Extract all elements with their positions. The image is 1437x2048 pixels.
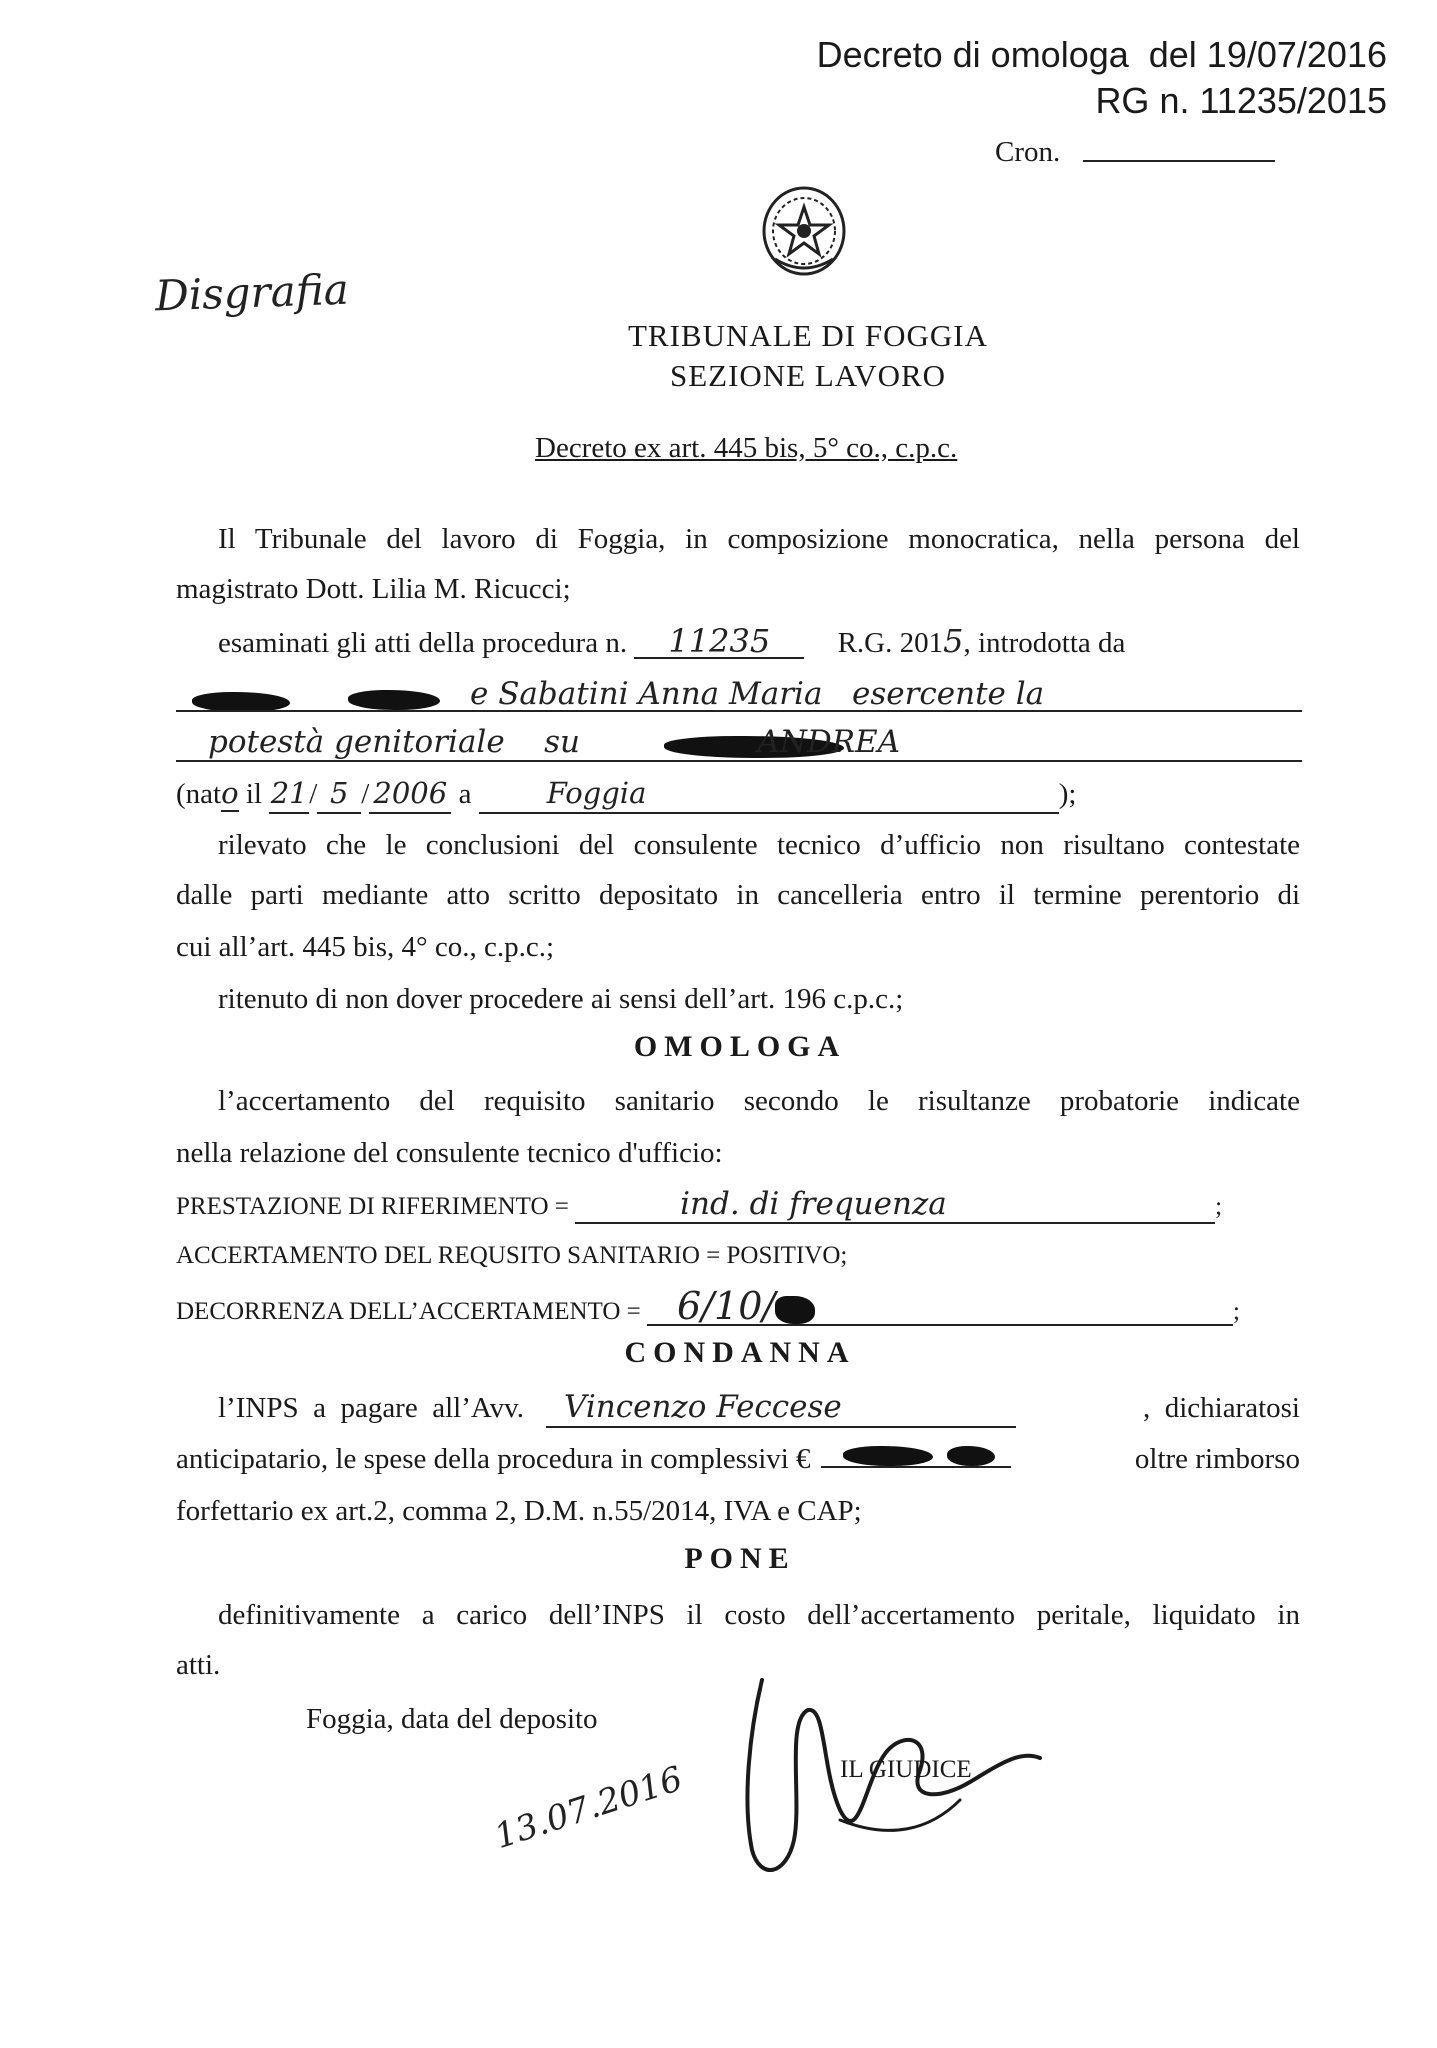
birth-year: 2006: [369, 774, 451, 814]
decree-title: Decreto ex art. 445 bis, 5° co., c.p.c.: [535, 432, 958, 464]
paragraph-rilevato-line1: rilevato che le conclusioni del consulente tecnico d’ufficio non risultano contestate: [218, 829, 1300, 861]
handwritten-date: 13.07.2016: [489, 1758, 688, 1858]
birth-place: Foggia: [479, 774, 1059, 814]
decorrenza-row: DECORRENZA DELL’ACCERTAMENTO = 6/10/ ;: [176, 1284, 1240, 1328]
prestazione-value: ind. di frequenza: [575, 1186, 1215, 1224]
court-section: SEZIONE LAVORO: [669, 358, 947, 393]
court-name: TRIBUNALE DI FOGGIA: [628, 318, 988, 353]
rg-number-header: RG n. 11235/2015: [1095, 80, 1387, 121]
omologa-line2: nella relazione del consulente tecnico d'ufficio:: [176, 1137, 723, 1169]
rg-year-digit: 5: [943, 622, 964, 660]
pone-line2: atti.: [176, 1649, 221, 1681]
parties-line-2: [176, 760, 1302, 762]
birth-day: 21: [269, 774, 309, 814]
marginal-note: Disgrafia: [154, 264, 350, 321]
lawyer-name: Vincenzo Feccese: [546, 1388, 1016, 1428]
prestazione-row: PRESTAZIONE DI RIFERIMENTO = ind. di frequenza ;: [176, 1186, 1223, 1222]
redacted-name-2: [348, 690, 440, 710]
redacted-year: [775, 1296, 815, 1324]
pone-line1: definitivamente a carico dell’INPS il costo dell’accertamento peritale, liquidato in: [218, 1599, 1300, 1631]
condanna-line2: anticipatario, le spese della procedura in complessivi € oltre rimborso: [176, 1443, 1300, 1475]
amount-field: [821, 1442, 1011, 1468]
condanna-heading: CONDANNA: [624, 1336, 856, 1369]
cron-field-line: [1083, 160, 1275, 162]
cron-label: Cron.: [995, 136, 1061, 168]
pone-heading: PONE: [684, 1542, 796, 1575]
court-heading: [0, 318, 1437, 354]
judge-signature: [690, 1650, 1110, 1890]
accertamento-row: ACCERTAMENTO DEL REQUSITO SANITARIO = POSITIVO;: [176, 1242, 848, 1269]
judge-label: IL GIUDICE: [840, 1756, 972, 1783]
paragraph-ritenuto: ritenuto di non dover procedere ai sensi dell’art. 196 c.p.c.;: [218, 983, 904, 1015]
decree-date-header: Decreto di omologa del 19/07/2016: [816, 34, 1387, 75]
procedure-number: 11235: [634, 625, 804, 659]
section-heading-wrap: [0, 358, 1437, 394]
paragraph-rilevato-line3: cui all’art. 445 bis, 4° co., c.p.c.;: [176, 931, 555, 963]
birth-line: (nato il 21/ 5 / 2006 a Foggia );: [176, 774, 1302, 814]
paragraph-tribunale-line2: magistrato Dott. Lilia M. Ricucci;: [176, 573, 571, 605]
birth-month: 5: [317, 774, 361, 814]
parties-line-1: [176, 710, 1302, 712]
redacted-amount-1: [843, 1446, 933, 1466]
born-suffix: o: [221, 776, 239, 810]
condanna-line3: forfettario ex art.2, comma 2, D.M. n.55/2014, IVA e CAP;: [176, 1495, 862, 1527]
place-date-closing: Foggia, data del deposito: [306, 1703, 598, 1735]
paragraph-procedura: esaminati gli atti della procedura n. 11235 R.G. 2015, introdotta da: [218, 622, 1126, 660]
paragraph-tribunale-line1: Il Tribunale del lavoro di Foggia, in composizione monocratica, nella persona del: [218, 523, 1300, 555]
omologa-heading: OMOLOGA: [633, 1030, 847, 1063]
paragraph-rilevato-line2: dalle parti mediante atto scritto depositato in cancelleria entro il termine perentorio di: [176, 879, 1300, 911]
condanna-line1: l’INPS a pagare all’Avv. Vincenzo Feccese , dichiaratosi: [218, 1388, 1300, 1428]
handwritten-parties-line1: e Sabatini Anna Maria esercente la: [470, 676, 1045, 712]
italian-republic-emblem: [761, 185, 847, 277]
handwritten-parties-line2: potestà genitoriale su ANDREA: [208, 724, 901, 760]
decorrenza-value: 6/10/: [647, 1288, 1233, 1326]
omologa-line1: l’accertamento del requisito sanitario secondo le risultanze probatorie indicate: [218, 1085, 1300, 1117]
redacted-amount-2: [947, 1446, 995, 1466]
redacted-name-1: [192, 692, 290, 712]
